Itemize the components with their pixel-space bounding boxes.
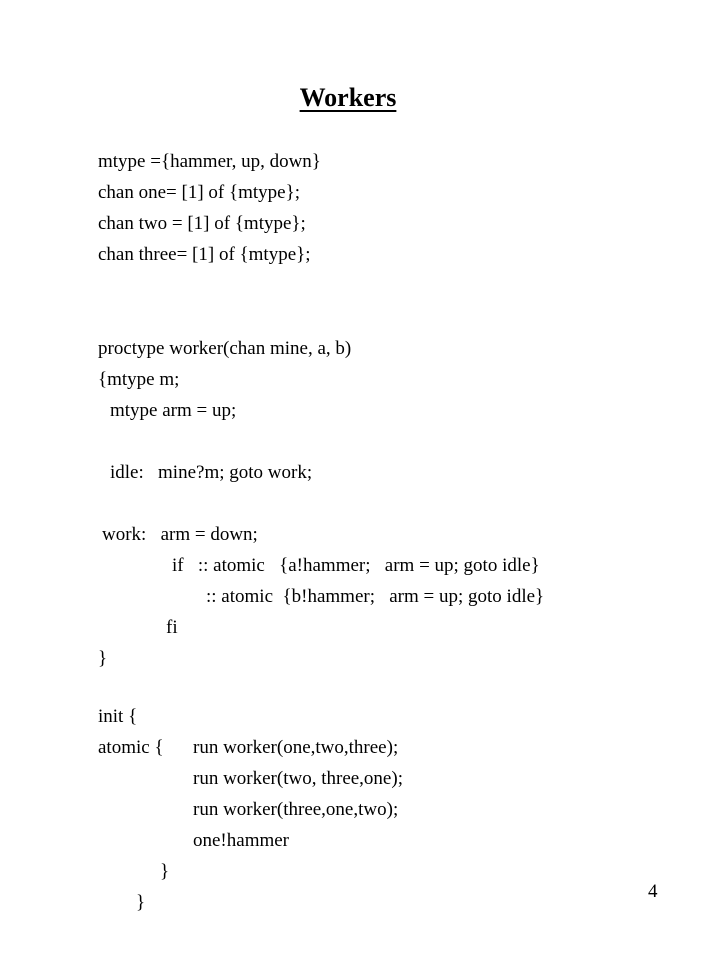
code-line-mtype: mtype ={hammer, up, down} (98, 151, 321, 172)
code-line-init: init { (98, 706, 138, 727)
code-line-mtype-arm: mtype arm = up; (110, 400, 237, 421)
code-line-proctype-close: } (98, 648, 108, 669)
code-line-run-one: run worker(one,two,three); (193, 737, 399, 758)
code-line-proctype-header: proctype worker(chan mine, a, b) (98, 338, 352, 359)
code-line-run-two: run worker(two, three,one); (193, 768, 403, 789)
slide-title: Workers (299, 83, 397, 112)
code-line-init-close: } (136, 892, 146, 913)
page-number: 4 (648, 881, 658, 902)
code-line-if-a: if :: atomic {a!hammer; arm = up; goto idle} (172, 555, 540, 576)
code-line-fi: fi (166, 617, 178, 638)
code-line-chan-three: chan three= [1] of {mtype}; (98, 244, 311, 265)
code-line-atomic-close: } (160, 861, 170, 882)
code-line-one-hammer: one!hammer (193, 830, 290, 851)
code-line-run-three: run worker(three,one,two); (193, 799, 399, 820)
code-line-chan-one: chan one= [1] of {mtype}; (98, 182, 301, 203)
code-line-option-b: :: atomic {b!hammer; arm = up; goto idle} (206, 586, 545, 607)
code-line-chan-two: chan two = [1] of {mtype}; (98, 213, 306, 234)
code-line-mtype-m: {mtype m; (98, 369, 180, 390)
code-line-work: work: arm = down; (102, 524, 258, 545)
code-line-idle: idle: mine?m; goto work; (110, 462, 313, 483)
code-line-atomic: atomic { (98, 737, 164, 758)
